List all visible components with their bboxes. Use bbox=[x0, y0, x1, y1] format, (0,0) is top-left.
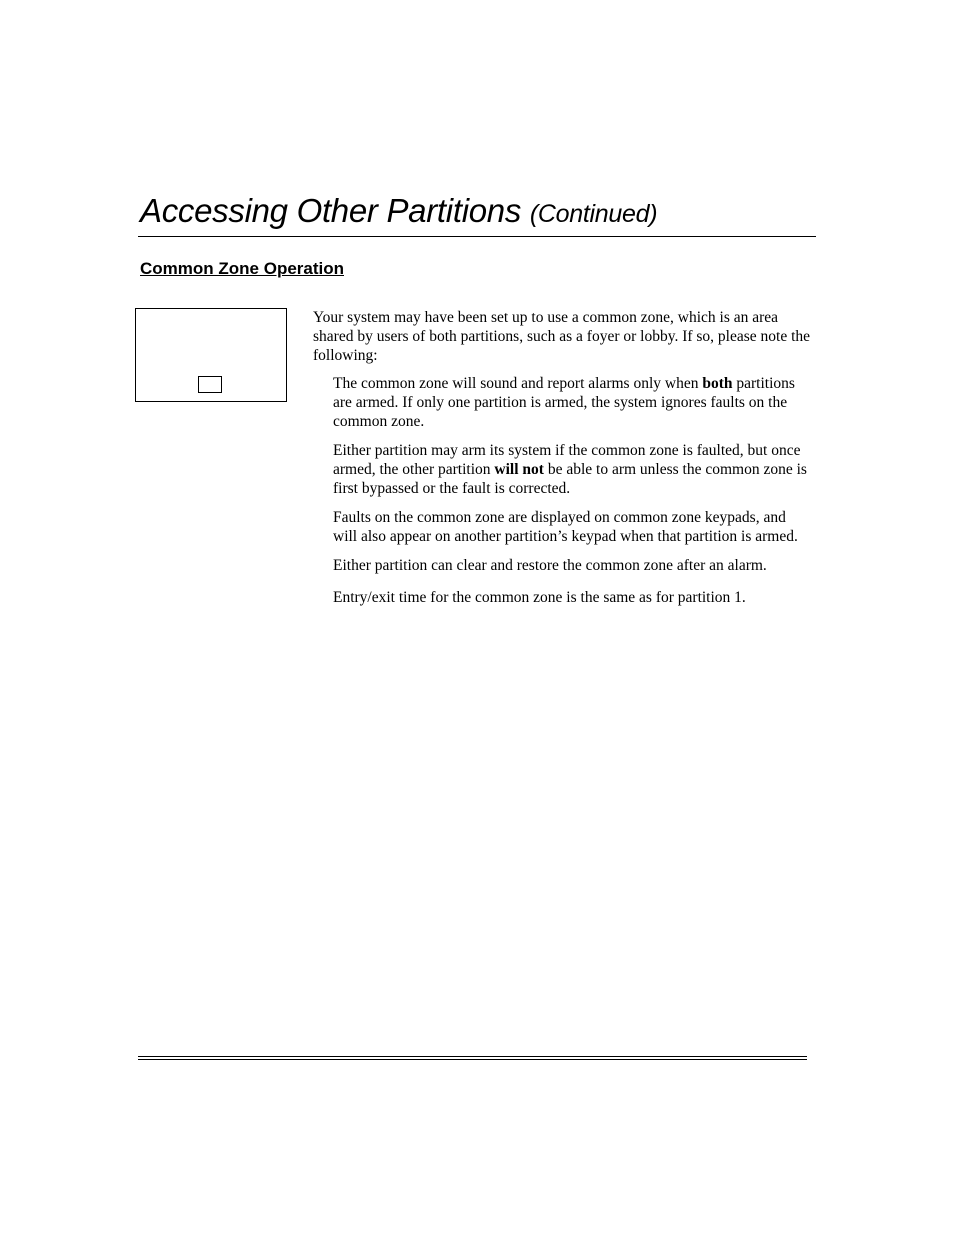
page-title bbox=[140, 192, 657, 230]
section-heading: Common Zone Operation bbox=[140, 259, 344, 278]
list-item-text: partitions are armed. If only one partition is armed, the system ignores faults on the common zone. bbox=[333, 375, 795, 430]
list-item-text: Either partition may arm its system if the common zone is faulted, but once armed, the other partition bbox=[333, 442, 801, 478]
list-item bbox=[333, 441, 813, 498]
keypad-key-icon bbox=[198, 376, 222, 393]
list-item-emphasis: both bbox=[702, 375, 733, 392]
footer-rule bbox=[138, 1059, 807, 1060]
title-rule bbox=[138, 236, 816, 237]
list-item bbox=[333, 556, 813, 575]
intro-paragraph: Your system may have been set up to use a common zone, which is an area shared by users of both partitions, such as a foyer or lobby. If so, please note the following: bbox=[313, 309, 811, 364]
list-item bbox=[333, 588, 813, 607]
list-item-text: be able to arm unless the common zone is first bypassed or the fault is corrected. bbox=[333, 461, 807, 497]
page-title-main: Accessing Other Partitions bbox=[140, 192, 522, 229]
page-title-suffix: (Continued) bbox=[529, 200, 658, 228]
footer-rule bbox=[138, 1056, 807, 1057]
notes-list bbox=[313, 374, 813, 607]
list-item-text: The common zone will sound and report alarms only when bbox=[333, 375, 703, 392]
section-content bbox=[313, 308, 813, 617]
list-item-text: Either partition can clear and restore the common zone after an alarm. bbox=[333, 557, 767, 574]
list-item-emphasis: will not bbox=[494, 461, 544, 478]
list-item-text: Faults on the common zone are displayed on common zone keypads, and will also appear on another partition’s keypad when that partition is armed. bbox=[333, 509, 798, 545]
sidebar-box bbox=[135, 308, 287, 402]
list-item bbox=[333, 374, 813, 431]
list-item-text: Entry/exit time for the common zone is the same as for partition 1. bbox=[333, 589, 746, 606]
list-item bbox=[333, 508, 813, 546]
